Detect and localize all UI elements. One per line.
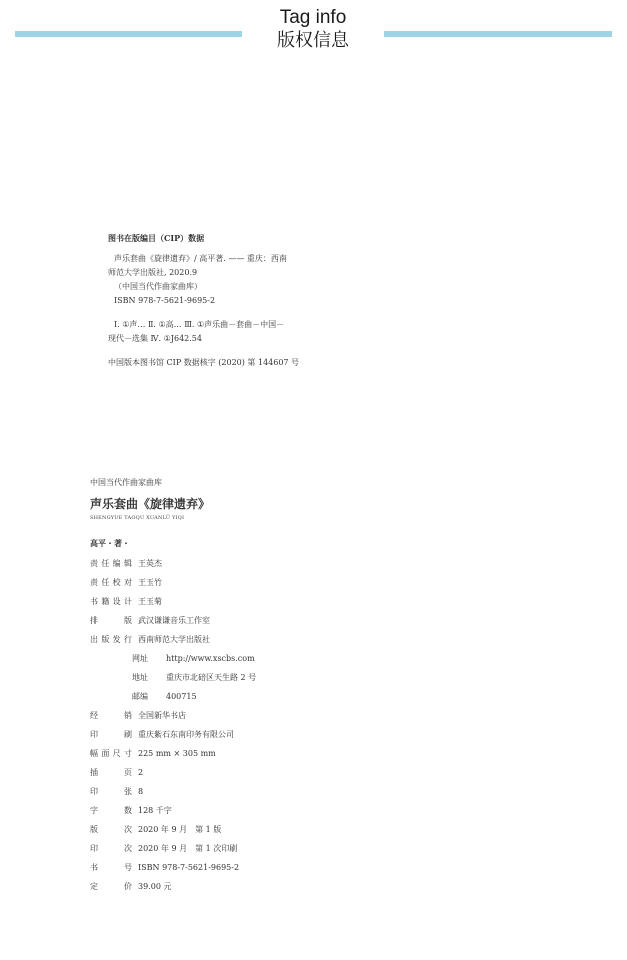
- colophon-row: [90, 554, 350, 573]
- cip-line: 声乐套曲《旋律遗弃》/ 高平著. —— 重庆：西南: [114, 254, 287, 263]
- colophon-row: [90, 877, 350, 896]
- colophon-row: [90, 820, 350, 839]
- colophon-block: [90, 476, 350, 896]
- series-name: 中国当代作曲家曲库: [90, 478, 162, 487]
- publisher-row: [90, 668, 350, 687]
- row-label: 印 次: [90, 844, 132, 853]
- row-value: 重庆市北碚区天生路 2 号: [166, 673, 257, 682]
- colophon-row: [90, 858, 350, 877]
- row-value: 2020 年 9 月 第 1 版: [138, 825, 222, 834]
- row-value: 武汉谦谦音乐工作室: [138, 616, 210, 625]
- colophon-row: [90, 725, 350, 744]
- row-value: 400715: [166, 692, 197, 701]
- row-value: 西南师范大学出版社: [138, 635, 210, 644]
- header-title-zh: 版权信息: [277, 30, 349, 51]
- row-value: 2: [138, 768, 144, 777]
- row-label: 排 版: [90, 616, 132, 625]
- row-label: 责任校对: [90, 578, 132, 587]
- cip-class-line: 现代－选集 Ⅳ. ①J642.54: [108, 334, 202, 343]
- row-label: 邮编: [132, 692, 148, 701]
- colophon-row: [90, 630, 350, 649]
- cip-class-line: Ⅰ. ①声… Ⅱ. ①高… Ⅲ. ①声乐曲－套曲－中国－: [114, 320, 285, 329]
- header-rule-left: [15, 31, 242, 37]
- row-label: 字 数: [90, 806, 132, 815]
- colophon-row: [90, 801, 350, 820]
- book-title-pinyin: SHENGYUE TAOQU XUANLÜ YIQI: [90, 515, 185, 521]
- cip-line: 师范大学出版社, 2020.9: [108, 268, 198, 277]
- row-label: 印 刷: [90, 730, 132, 739]
- row-label: 责任编辑: [90, 559, 132, 568]
- colophon-row: [90, 573, 350, 592]
- row-value: 128 千字: [138, 806, 172, 815]
- cip-title: 图书在版编目（CIP）数据: [108, 233, 205, 243]
- row-value: 王玉竹: [138, 578, 162, 587]
- cip-isbn: ISBN 978-7-5621-9695-2: [114, 296, 216, 305]
- row-label: 地址: [132, 673, 148, 682]
- colophon-row: [90, 782, 350, 801]
- row-label: 幅面尺寸: [90, 749, 132, 758]
- row-label: 印 张: [90, 787, 132, 796]
- row-value: ISBN 978-7-5621-9695-2: [138, 863, 240, 872]
- cip-line: （中国当代作曲家曲库）: [114, 282, 202, 291]
- row-value: 王玉菊: [138, 597, 162, 606]
- colophon-row: [90, 592, 350, 611]
- row-value: 重庆紫石东南印务有限公司: [138, 730, 234, 739]
- row-value: 39.00 元: [138, 882, 172, 891]
- colophon-row: [90, 611, 350, 630]
- colophon-row: [90, 839, 350, 858]
- row-value: 225 mm × 305 mm: [138, 749, 216, 758]
- row-label: 书 号: [90, 863, 132, 872]
- row-value: http://www.xscbs.com: [166, 654, 255, 663]
- book-title: 声乐套曲《旋律遗弃》: [90, 497, 211, 511]
- row-value: 8: [138, 787, 144, 796]
- colophon-row: [90, 744, 350, 763]
- cip-record: 中国版本图书馆 CIP 数据核字 (2020) 第 144607 号: [108, 358, 300, 367]
- header-title: [242, 7, 384, 53]
- row-label: 插 页: [90, 768, 132, 777]
- row-label: 书籍设计: [90, 597, 132, 606]
- row-label: 网址: [132, 654, 148, 663]
- header-title-en: Tag info: [279, 7, 347, 28]
- row-value: 王英杰: [138, 559, 162, 568]
- publisher-row: [90, 687, 350, 706]
- publisher-row: [90, 649, 350, 668]
- row-label: 经 销: [90, 711, 132, 720]
- row-value: 2020 年 9 月 第 1 次印刷: [138, 844, 238, 853]
- row-label: 定 价: [90, 882, 132, 891]
- row-value: 全国新华书店: [138, 711, 186, 720]
- row-label: 出版发行: [90, 635, 132, 644]
- colophon-row: [90, 706, 350, 725]
- cip-block: [108, 232, 328, 370]
- colophon-row: [90, 763, 350, 782]
- header-rule-right: [384, 31, 612, 37]
- author: 高平・著・: [90, 538, 130, 548]
- row-label: 版 次: [90, 825, 132, 834]
- page-header: [0, 0, 627, 60]
